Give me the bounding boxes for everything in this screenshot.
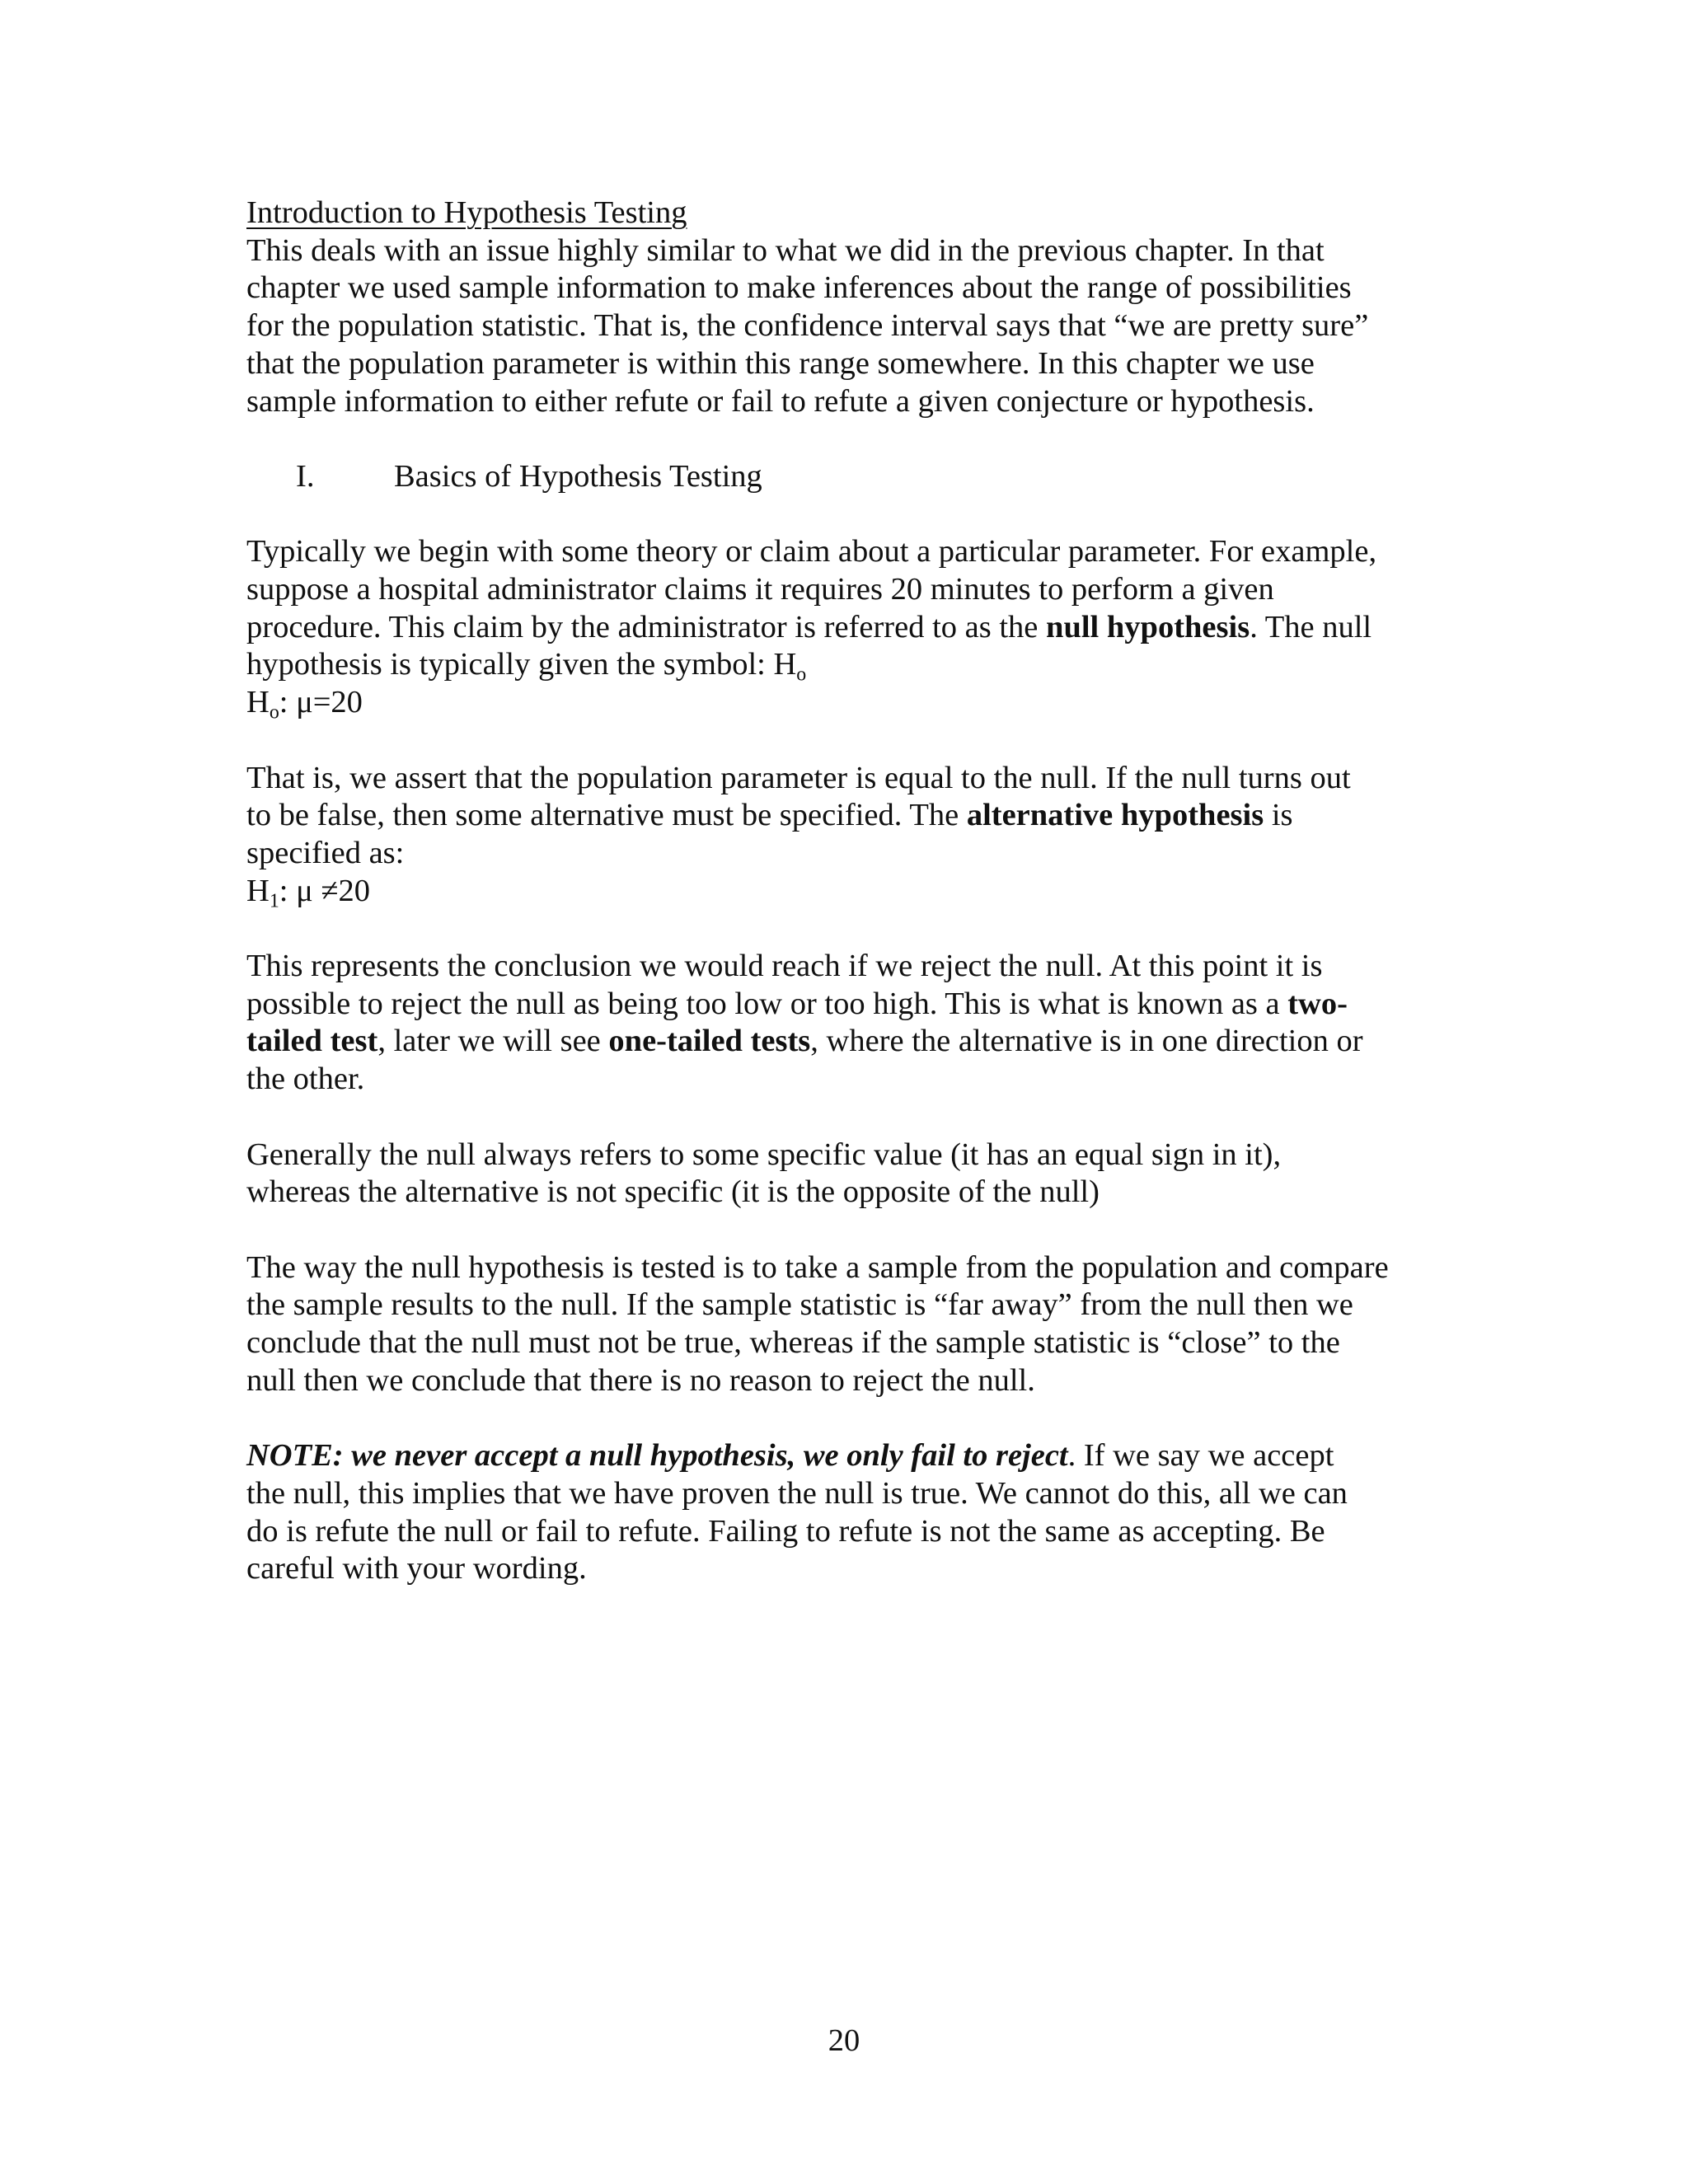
paragraph-line: The way the null hypothesis is tested is to take a sample from the population and compare <box>246 1249 1389 1285</box>
note-line <box>246 1437 1458 1475</box>
text-run: possible to reject the null as being too low or too high. This is what is known as a <box>246 986 1288 1021</box>
paragraph-line: That is, we assert that the population parameter is equal to the null. If the null turns out <box>246 760 1351 795</box>
intro-line: sample information to either refute or fail to refute a given conjecture or hypothesis. <box>246 383 1315 419</box>
spacer <box>246 1399 1458 1437</box>
term-alternative-hypothesis: alternative hypothesis <box>966 798 1264 833</box>
formula-rest: : μ ≠20 <box>279 873 370 908</box>
text-run: , where the alternative is in one direction or <box>810 1024 1363 1059</box>
paragraph-line <box>246 797 1458 835</box>
note-line: the null, this implies that we have proven the null is true. We cannot do this, all we can <box>246 1475 1348 1511</box>
paragraph-line: This represents the conclusion we would reach if we reject the null. At this point it is <box>246 949 1323 983</box>
note-line: do is refute the null or fail to refute. Failing to refute is not the same as accepting. Be <box>246 1513 1325 1549</box>
symbol-h: H <box>246 873 270 908</box>
section-number: I. <box>296 458 315 494</box>
note-emphasis: NOTE: we never accept a null hypothesis, we only fail to reject <box>246 1438 1068 1474</box>
spacer <box>246 1099 1458 1137</box>
formula-rest: : μ=20 <box>279 685 363 720</box>
paragraph-line <box>246 1023 1458 1061</box>
spacer <box>246 1212 1458 1249</box>
paragraph-line: conclude that the null must not be true, whereas if the sample statistic is “close” to the <box>246 1325 1340 1360</box>
null-hypothesis-formula <box>246 684 1458 722</box>
subscript: o <box>269 701 279 724</box>
text-run: . If we say we accept <box>1067 1438 1334 1474</box>
term-two-tailed: two- <box>1287 986 1348 1021</box>
text-run: . The null <box>1250 609 1372 644</box>
paragraph-line <box>246 986 1458 1024</box>
subscript: o <box>796 664 807 687</box>
term-two-tailed-cont: tailed test <box>246 1024 378 1059</box>
page-title: Introduction to Hypothesis Testing <box>246 195 687 230</box>
term-one-tailed: one-tailed tests <box>608 1024 811 1059</box>
spacer <box>246 496 1458 534</box>
text-run: , later we will see <box>377 1024 609 1059</box>
intro-line: This deals with an issue highly similar to what we did in the previous chapter. In that <box>246 232 1325 268</box>
text-run: procedure. This claim by the administrator is referred to as the <box>246 609 1047 644</box>
text-run: is <box>1264 798 1293 833</box>
paragraph-line: suppose a hospital administrator claims it requires 20 minutes to perform a given <box>246 572 1274 607</box>
intro-line: chapter we used sample information to make inferences about the range of possibilities <box>246 270 1352 306</box>
paragraph-line: null then we conclude that there is no reason to reject the null. <box>246 1362 1035 1398</box>
alternative-hypothesis-formula <box>246 873 1458 911</box>
paragraph-line <box>246 646 1458 687</box>
text-run: to be false, then some alternative must be specified. The <box>246 798 967 833</box>
spacer <box>246 420 1458 458</box>
paragraph-line: Generally the null always refers to some specific value (it has an equal sign in it), <box>246 1137 1282 1172</box>
paragraph-line: specified as: <box>246 835 405 870</box>
symbol-h: H <box>246 685 270 720</box>
page-number: 20 <box>828 2023 860 2058</box>
subscript: 1 <box>269 890 279 912</box>
term-null-hypothesis: null hypothesis <box>1046 609 1250 644</box>
intro-line: for the population statistic. That is, the confidence interval says that “we are pretty sure” <box>246 308 1369 344</box>
section-title: Basics of Hypothesis Testing <box>394 458 762 494</box>
section-heading <box>246 458 1458 496</box>
paragraph-line: Typically we begin with some theory or claim about a particular parameter. For example, <box>246 534 1377 569</box>
paragraph-line <box>246 609 1458 647</box>
paragraph-line: the sample results to the null. If the sample statistic is “far away” from the null then we <box>246 1287 1353 1323</box>
note-line: careful with your wording. <box>246 1551 587 1586</box>
spacer <box>246 722 1458 760</box>
intro-line: that the population parameter is within this range somewhere. In this chapter we use <box>246 345 1315 381</box>
paragraph-line: the other. <box>246 1062 365 1097</box>
page-content <box>246 194 1458 1588</box>
spacer <box>246 910 1458 948</box>
text-run: hypothesis is typically given the symbol: H <box>246 647 797 682</box>
paragraph-line: whereas the alternative is not specific (it is the opposite of the null) <box>246 1174 1100 1210</box>
